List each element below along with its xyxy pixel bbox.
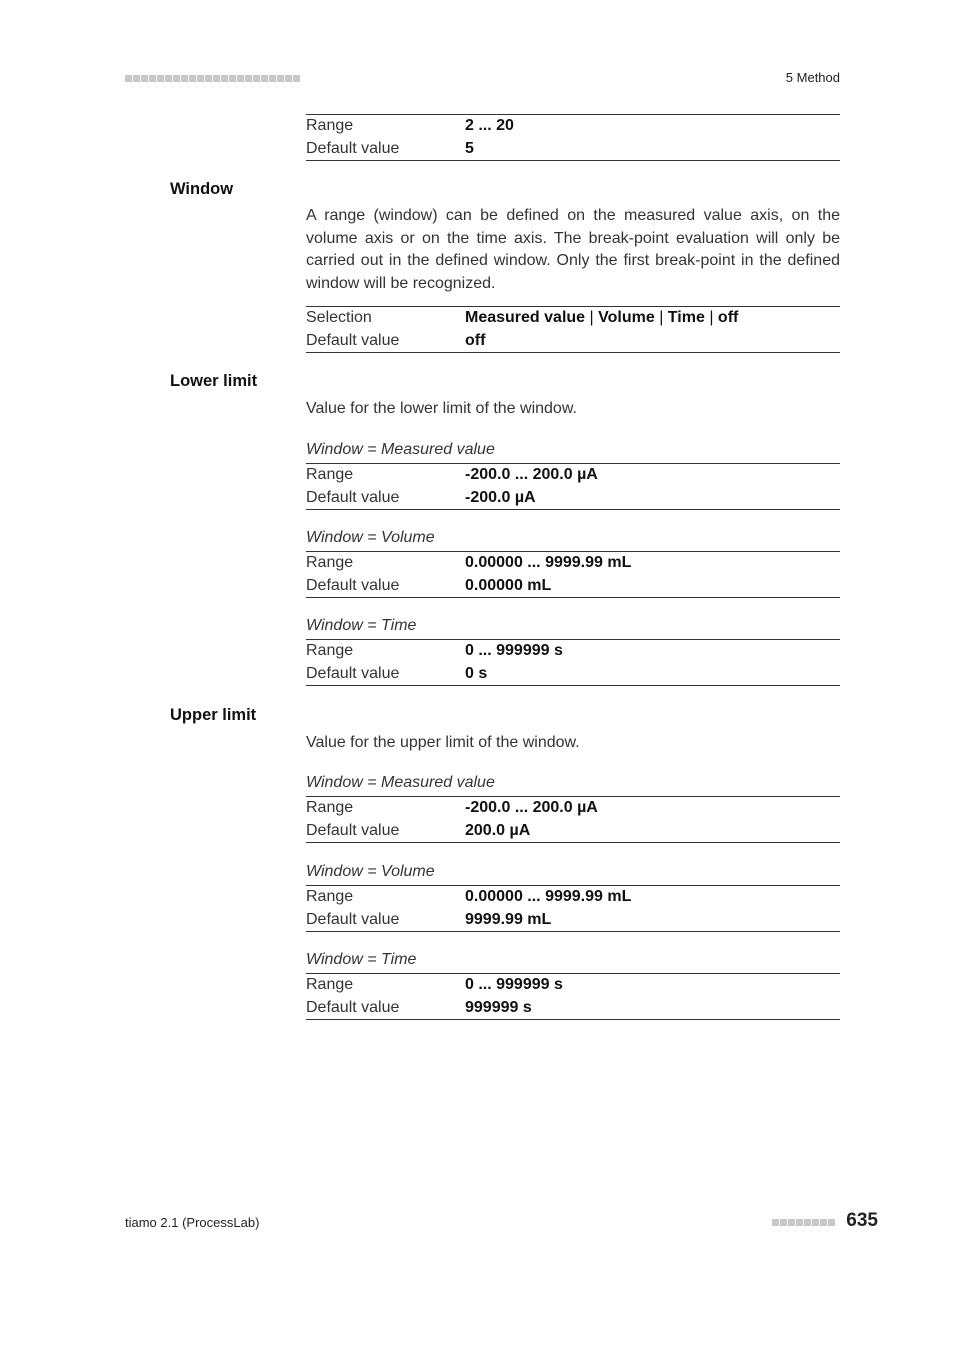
option-separator: | <box>659 309 664 326</box>
param-value: 2 ... 20 <box>465 117 514 134</box>
page-number: 635 <box>846 1210 878 1231</box>
param-label: Default value <box>306 331 400 349</box>
option-measured-value: Measured value <box>465 309 586 326</box>
param-label: Default value <box>306 664 400 682</box>
param-value: -200.0 ... 200.0 µA <box>465 466 598 483</box>
param-table <box>306 551 840 598</box>
table-row <box>306 464 840 487</box>
param-label: Default value <box>306 576 400 594</box>
param-value: 0 ... 999999 s <box>465 642 563 659</box>
param-value: 5 <box>465 139 474 157</box>
footer-product: tiamo 2.1 (ProcessLab) <box>125 1215 260 1230</box>
param-label: Default value <box>306 139 400 157</box>
table-row <box>306 886 840 909</box>
table-row <box>306 487 840 510</box>
condition-label: Window = Measured value <box>306 774 495 791</box>
param-value: 999999 s <box>465 998 532 1016</box>
table-row <box>306 820 840 843</box>
table-row <box>306 575 840 598</box>
option-volume: Volume <box>598 309 655 326</box>
param-table <box>306 885 840 932</box>
table-row <box>306 138 840 161</box>
table-row <box>306 115 840 138</box>
param-label: Range <box>306 642 354 659</box>
param-value: 0.00000 ... 9999.99 mL <box>465 554 632 571</box>
option-separator: | <box>709 309 714 326</box>
table-row <box>306 307 840 330</box>
condition-label: Window = Time <box>306 951 417 968</box>
param-value: 0 s <box>465 664 488 682</box>
param-label: Range <box>306 554 354 571</box>
param-label: Selection <box>306 309 372 326</box>
section-heading-upper-limit: Upper limit <box>170 706 257 724</box>
param-table-top <box>306 114 840 161</box>
chapter-title: 5 Method <box>785 70 840 85</box>
option-separator: | <box>589 309 594 326</box>
param-value: 200.0 µA <box>465 821 531 839</box>
param-table <box>306 639 840 686</box>
param-label: Range <box>306 466 354 483</box>
table-row <box>306 797 840 820</box>
param-value: 0 ... 999999 s <box>465 976 563 993</box>
param-value: 0.00000 ... 9999.99 mL <box>465 888 632 905</box>
option-off: off <box>717 309 739 326</box>
table-row <box>306 552 840 575</box>
param-label: Range <box>306 117 354 134</box>
param-value: 9999.99 mL <box>465 910 552 928</box>
table-row <box>306 909 840 932</box>
option-time: Time <box>667 309 705 326</box>
param-label: Default value <box>306 488 400 506</box>
param-label: Default value <box>306 821 400 839</box>
lower-limit-description: Value for the lower limit of the window. <box>306 400 577 417</box>
param-value: 0.00000 mL <box>465 576 552 594</box>
param-table <box>306 973 840 1020</box>
table-row <box>306 640 840 663</box>
table-row <box>306 974 840 997</box>
header-decoration <box>125 70 307 86</box>
footer-decoration <box>772 1219 835 1226</box>
param-label: Range <box>306 799 354 816</box>
param-value: -200.0 ... 200.0 µA <box>465 799 598 816</box>
table-row <box>306 997 840 1020</box>
condition-label: Window = Time <box>306 617 417 634</box>
upper-limit-description: Value for the upper limit of the window. <box>306 734 580 751</box>
condition-label: Window = Measured value <box>306 441 495 458</box>
section-heading-window: Window <box>170 180 234 198</box>
param-label: Default value <box>306 910 400 928</box>
param-table-window <box>306 306 840 353</box>
table-row <box>306 330 840 353</box>
param-table <box>306 463 840 510</box>
param-value: -200.0 µA <box>465 488 536 506</box>
section-heading-lower-limit: Lower limit <box>170 372 258 390</box>
window-description: A range (window) can be defined on the measured value axis, on the volume axis or on the time axis. The break-point evaluation will only be carried out in the defined window. Only the first break-point in the defined window will be recognized. <box>306 207 840 292</box>
condition-label: Window = Volume <box>306 863 435 880</box>
condition-label: Window = Volume <box>306 529 435 546</box>
table-row <box>306 663 840 686</box>
param-table <box>306 796 840 843</box>
param-label: Default value <box>306 998 400 1016</box>
selection-options <box>465 307 738 330</box>
param-value: off <box>465 331 486 349</box>
param-label: Range <box>306 976 354 993</box>
param-label: Range <box>306 888 354 905</box>
